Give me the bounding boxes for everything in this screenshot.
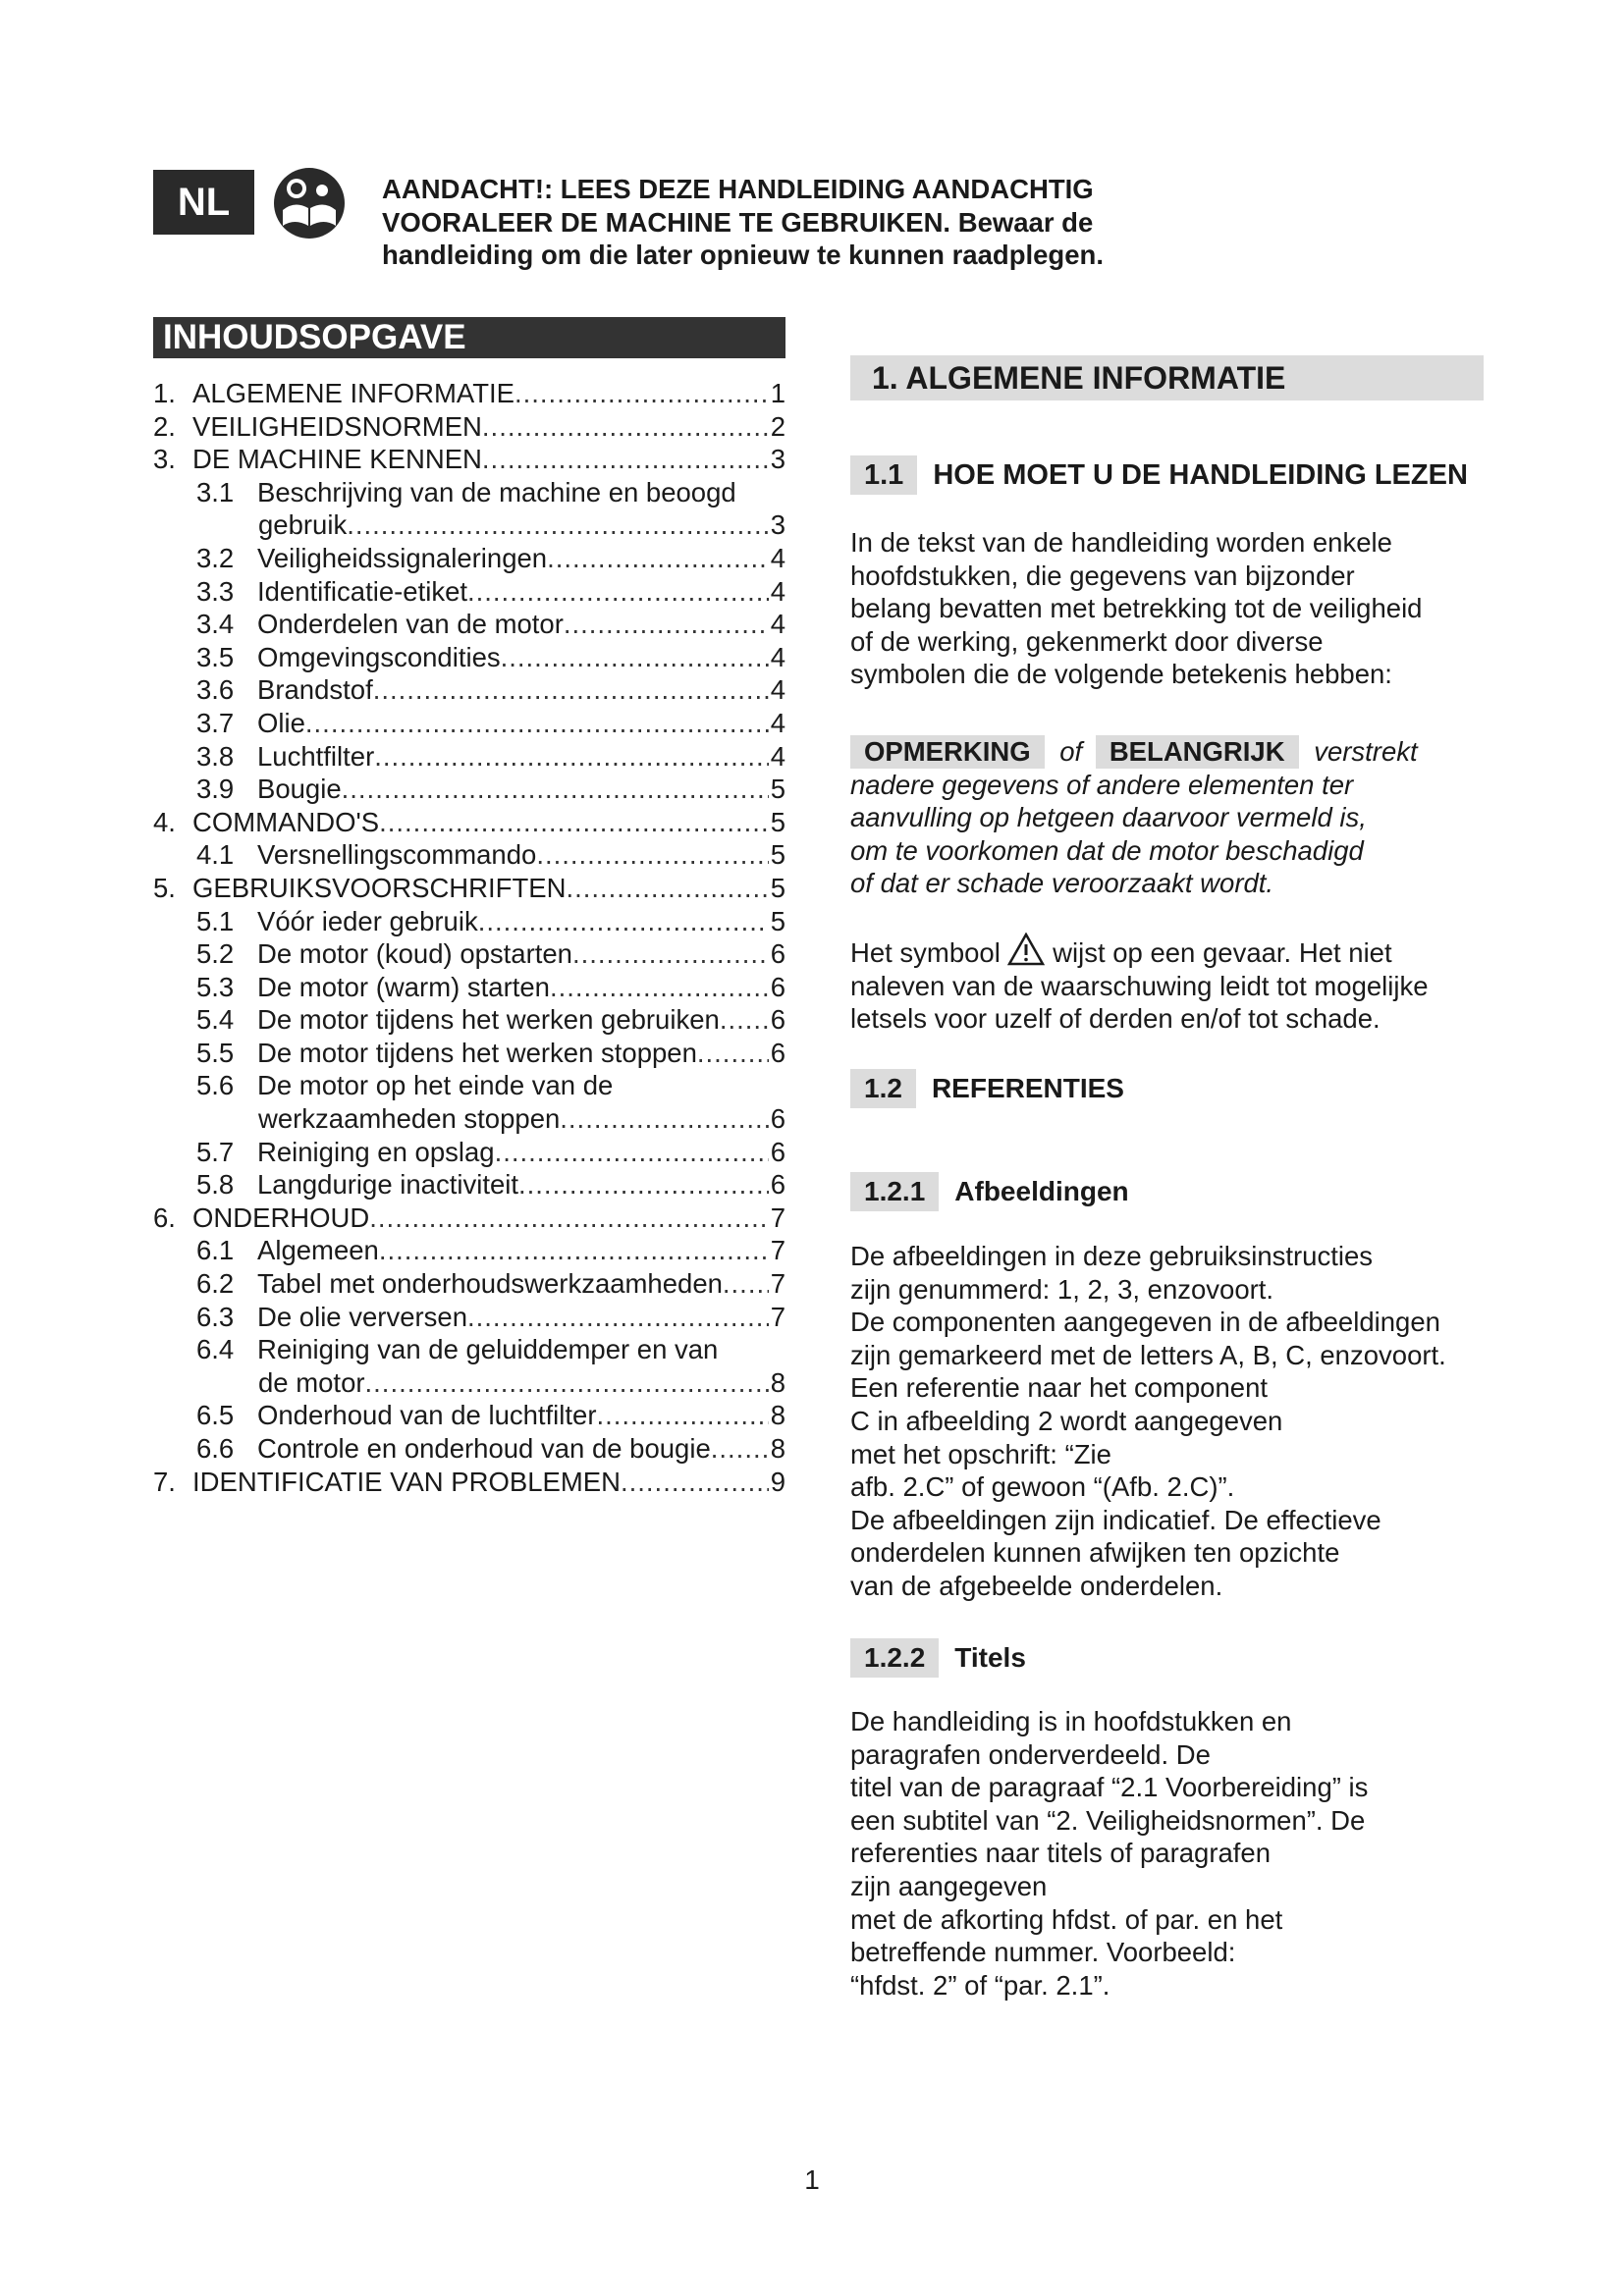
toc-entry-label: De motor op het einde van de [257,1070,614,1101]
subsection-heading [850,1638,1026,1678]
toc-leader-dots [373,673,769,707]
toc-entry-number: 4. [153,806,176,837]
toc-entry-page: 7 [770,1235,785,1266]
toc-leader-dots [621,1466,769,1499]
toc-leader-dots [711,1432,769,1466]
text-line [850,735,1498,769]
toc-entry-number: 3.8 [196,740,235,772]
toc-entry-page: 3 [770,444,785,475]
toc-entry-page: 6 [770,938,785,970]
toc-entry-label: de motor [258,1366,365,1398]
toc-entry[interactable] [153,377,785,410]
symbol-before: Het symbool [850,937,1001,968]
toc-entry[interactable] [153,1366,785,1400]
warning-line: VOORALEER DE MACHINE TE GEBRUIKEN. Bewaar de [382,206,1094,238]
text-line: naleven van de waarschuwing leidt tot mogelijke [850,970,1429,1001]
text-line: aanvulling op hetgeen daarvoor vermeld is, [850,802,1367,833]
warning-notice [382,173,1364,272]
toc-entry[interactable] [153,1399,785,1432]
toc-entry-label: De motor tijdens het werken gebruiken [257,1004,720,1036]
toc-entry-label: Identificatie-etiket [257,575,467,607]
toc-entry-number: 6.2 [196,1268,235,1300]
toc-entry[interactable] [153,1267,785,1301]
text-line: betreffende nummer. Voorbeeld: [850,1937,1236,1968]
toc-leader-dots [374,740,768,774]
toc-entry-number: 1. [153,378,176,408]
toc-entry-page: 4 [770,641,785,672]
text-line: symbolen die de volgende betekenis hebben: [850,659,1392,690]
text-line: Een referentie naar het component [850,1372,1269,1404]
text-line: In de tekst van de handleiding worden enkele [850,527,1392,558]
text-line: onderdelen kunnen afwijken ten opzichte [850,1537,1340,1569]
toc-entry-label: Onderdelen van de motor [257,609,564,640]
symbol-paragraph [850,933,1498,1036]
text-line: De handleiding is in hoofdstukken en [850,1706,1292,1736]
text-line: paragrafen onderverdeeld. De [850,1738,1211,1770]
toc-entry[interactable] [153,1069,785,1102]
text-line: of de werking, gekenmerkt door diverse [850,625,1324,657]
text-line: nadere gegevens of andere elementen ter [850,769,1354,800]
toc-leader-dots [564,608,769,641]
text-line: hoofdstukken, die gegevens van bijzonder [850,560,1355,591]
toc-entry-number: 7. [153,1466,176,1497]
note-tag: OPMERKING [850,735,1045,769]
toc-entry[interactable] [153,508,785,542]
toc-entry-page: 6 [770,1136,785,1167]
toc-leader-dots [347,508,769,542]
toc-entry[interactable] [153,1037,785,1070]
toc-entry-number: 3.7 [196,707,235,738]
text-line: letsels voor uzelf of derden en/of tot schade. [850,1003,1380,1035]
toc-leader-dots [514,377,769,410]
toc-entry-number: 5.6 [196,1070,235,1101]
toc-leader-dots [572,937,769,971]
toc-entry-label: COMMANDO'S [192,806,380,837]
toc-leader-dots [566,872,768,905]
toc-leader-dots [379,1234,769,1267]
toc-entry[interactable] [153,1168,785,1201]
toc-leader-dots [467,575,769,609]
toc-entry-label: Brandstof [257,674,373,706]
toc-entry-page: 6 [770,1169,785,1201]
toc-leader-dots [697,1037,769,1070]
toc-entry-page: 2 [770,410,785,442]
toc-entry-label: Langdurige inactiviteit [257,1169,519,1201]
toc-entry[interactable] [153,575,785,609]
toc-entry-label: GEBRUIKSVOORSCHRIFTEN [192,872,567,903]
text-line: De componenten aangegeven in de afbeeldingen [850,1307,1440,1338]
toc-leader-dots [467,1301,769,1334]
toc-entry-number: 5.2 [196,938,235,970]
subsection-heading [850,455,1468,495]
text-line: zijn genummerd: 1, 2, 3, enzovoort. [850,1273,1274,1305]
toc-entry-page: 6 [770,1037,785,1068]
toc-entry-page: 7 [770,1301,785,1332]
toc-entry-page: 1 [770,378,785,408]
toc-entry-label: VEILIGHEIDSNORMEN [192,410,482,442]
toc-entry-page: 4 [770,740,785,772]
toc-entry-number: 5.1 [196,905,235,936]
subsection-heading [850,1172,1129,1211]
toc-entry[interactable] [153,1432,785,1466]
toc-entry[interactable] [153,443,785,476]
toc-entry-label: Tabel met onderhoudswerkzaamheden [257,1268,723,1300]
toc-entry-page: 8 [770,1400,785,1431]
symbol-after: wijst op een gevaar. Het niet [1053,937,1392,968]
toc-entry[interactable] [153,872,785,905]
toc-entry-page: 6 [770,1103,785,1135]
toc-entry-label: Versnellingscommando [257,839,537,871]
subsection-number: 1.2.1 [850,1172,939,1211]
subsection-number: 1.2 [850,1069,916,1108]
text-line: met het opschrift: “Zie [850,1438,1111,1469]
toc-entry-page: 4 [770,674,785,706]
toc-entry-label: ALGEMENE INFORMATIE [192,378,514,408]
toc-entry-page: 7 [770,1268,785,1300]
toc-entry-page: 4 [770,575,785,607]
text-line: C in afbeelding 2 wordt aangegeven [850,1405,1283,1436]
subsection-number: 1.1 [850,455,917,495]
toc-leader-dots [536,838,768,872]
toc-entry[interactable] [153,673,785,707]
toc-leader-dots [482,410,769,444]
toc-leader-dots [720,1003,769,1037]
toc-entry-number: 6.1 [196,1235,235,1266]
toc-entry-number: 3.6 [196,674,235,706]
toc-entry-label: De motor (koud) opstarten [257,938,572,970]
note-paragraph [850,735,1498,900]
text-line: zijn gemarkeerd met de letters A, B, C, enzovoort. [850,1339,1446,1370]
subsection-number: 1.2.2 [850,1638,939,1678]
toc-entry-label: Veiligheidssignaleringen [257,542,548,573]
toc-entry-number: 3.5 [196,641,235,672]
toc-entry[interactable] [153,1102,785,1136]
text-line: De afbeeldingen zijn indicatief. De effectieve [850,1504,1381,1535]
toc-entry[interactable] [153,971,785,1004]
toc-entry-page: 8 [770,1433,785,1464]
toc-entry-label: Controle en onderhoud van de bougie [257,1433,711,1464]
toc-entry-number: 6.3 [196,1301,235,1332]
text-line: belang bevatten met betrekking tot de veiligheid [850,593,1423,624]
page-number: 1 [804,2164,820,2195]
toc-entry[interactable] [153,542,785,575]
toc-leader-dots [547,542,769,575]
text-line: zijn aangegeven [850,1870,1048,1901]
toc-entry[interactable] [153,773,785,806]
toc-entry-page: 5 [770,905,785,936]
toc-entry[interactable] [153,410,785,444]
table-of-contents [153,377,785,1498]
toc-entry-label: gebruik [258,509,348,541]
toc-entry-number: 6. [153,1201,176,1233]
toc-leader-dots [723,1267,769,1301]
toc-entry-label: De motor tijdens het werken stoppen [257,1037,697,1068]
toc-leader-dots [518,1168,769,1201]
toc-entry-number: 3.9 [196,774,235,805]
toc-leader-dots [560,1102,768,1136]
toc-entry-label: Algemeen [257,1235,379,1266]
toc-entry-number: 6.6 [196,1433,235,1464]
toc-entry-label: De motor (warm) starten [257,971,550,1002]
toc-entry-number: 5.4 [196,1004,235,1036]
toc-entry-page: 5 [770,839,785,871]
toc-entry[interactable] [153,476,785,509]
toc-entry-number: 4.1 [196,839,235,871]
toc-entry-label: Reiniging van de geluiddemper en van [257,1334,719,1365]
section-title: 1. ALGEMENE INFORMATIE [850,355,1484,400]
text-line: “hfdst. 2” of “par. 2.1”. [850,1969,1110,2001]
toc-entry-page: 5 [770,774,785,805]
toc-entry-number: 5.3 [196,971,235,1002]
toc-entry-label: IDENTIFICATIE VAN PROBLEMEN [192,1466,621,1497]
toc-leader-dots [305,707,769,740]
text-line: titel van de paragraaf “2.1 Voorbereiding” is [850,1772,1369,1803]
toc-entry-number: 6.4 [196,1334,235,1365]
toc-leader-dots [342,773,769,806]
toc-entry-page: 5 [770,806,785,837]
subsection-title: REFERENTIES [931,1073,1124,1103]
text-line: afb. 2.C” of gewoon “(Afb. 2.C)”. [850,1471,1235,1503]
toc-entry-page: 7 [770,1201,785,1233]
toc-entry-number: 3. [153,444,176,475]
toc-entry[interactable] [153,1301,785,1334]
figures-paragraph [850,1240,1498,1603]
toc-entry-label: Omgevingscondities [257,641,501,672]
toc-title: INHOUDSOPGAVE [153,317,785,358]
toc-entry[interactable] [153,838,785,872]
toc-entry-page: 9 [770,1466,785,1497]
toc-leader-dots [478,905,769,938]
toc-entry-label: werkzaamheden stoppen [258,1103,561,1135]
toc-entry-page: 4 [770,707,785,738]
text-line: of dat er schade veroorzaakt wordt. [850,868,1274,899]
toc-entry-page: 4 [770,542,785,573]
toc-entry[interactable] [153,905,785,938]
toc-entry[interactable] [153,937,785,971]
toc-entry-number: 5.7 [196,1136,235,1167]
toc-leader-dots [550,971,769,1004]
toc-leader-dots [379,806,769,839]
important-tag: BELANGRIJK [1096,735,1299,769]
toc-entry-page: 4 [770,609,785,640]
toc-entry[interactable] [153,608,785,641]
toc-entry-number: 5.8 [196,1169,235,1201]
toc-entry[interactable] [153,806,785,839]
toc-entry[interactable] [153,1466,785,1499]
text-line: met de afkorting hfdst. of par. en het [850,1903,1283,1935]
text-line: De afbeeldingen in deze gebruiksinstructies [850,1241,1373,1271]
warning-line: handleiding om die later opnieuw te kunnen raadplegen. [382,240,1104,270]
toc-entry-number: 6.5 [196,1400,235,1431]
toc-entry[interactable] [153,641,785,674]
toc-entry-number: 3.4 [196,609,235,640]
toc-entry-label: Beschrijving van de machine en beoogd [257,476,736,507]
subsection-title: Titels [954,1642,1026,1673]
toc-entry-page: 5 [770,872,785,903]
warning-triangle-icon [1007,933,1045,966]
toc-entry-label: Luchtfilter [257,740,375,772]
text-line: van de afgebeelde onderdelen. [850,1570,1223,1601]
toc-entry[interactable] [153,707,785,740]
toc-entry-page: 6 [770,971,785,1002]
subsection-title: Afbeeldingen [954,1176,1129,1206]
warning-line: AANDACHT!: LEES DEZE HANDLEIDING AANDACHTIG [382,174,1094,204]
toc-entry-number: 3.1 [196,476,235,507]
toc-entry[interactable] [153,740,785,774]
read-manual-icon [273,167,346,240]
toc-leader-dots [597,1399,769,1432]
toc-entry-label: Reiniging en opslag [257,1136,495,1167]
toc-entry[interactable] [153,1003,785,1037]
toc-entry[interactable] [153,1201,785,1235]
toc-entry-number: 3.2 [196,542,235,573]
toc-entry-label: Bougie [257,774,342,805]
text-line: referenties naar titels of paragrafen [850,1838,1272,1869]
subsection-title: HOE MOET U DE HANDLEIDING LEZEN [933,458,1468,491]
toc-entry-label: Onderhoud van de luchtfilter [257,1400,597,1431]
toc-entry[interactable] [153,1333,785,1366]
toc-leader-dots [365,1366,769,1400]
toc-entry-page: 8 [770,1366,785,1398]
text-line [850,933,1498,970]
language-badge: NL [153,170,254,235]
toc-entry-label: Vóór ieder gebruik [257,905,478,936]
toc-entry-number: 5.5 [196,1037,235,1068]
toc-entry-number: 2. [153,410,176,442]
toc-entry-page: 6 [770,1004,785,1036]
toc-leader-dots [495,1136,769,1169]
subsection-heading [850,1069,1124,1108]
text-line: een subtitel van “2. Veiligheidsnormen”. De [850,1804,1366,1836]
toc-leader-dots [501,641,769,674]
toc-entry-number: 5. [153,872,176,903]
toc-entry-page: 3 [770,509,785,541]
note-after: verstrekt [1314,736,1418,767]
text-line: om te voorkomen dat de motor beschadigd [850,834,1364,866]
toc-entry-number: 3.3 [196,575,235,607]
of-word: of [1059,736,1083,767]
toc-entry-label: DE MACHINE KENNEN [192,444,482,475]
toc-entry-label: ONDERHOUD [192,1201,370,1233]
toc-entry-label: De olie verversen [257,1301,467,1332]
toc-leader-dots [482,443,769,476]
titles-paragraph [850,1705,1498,2002]
toc-entry[interactable] [153,1136,785,1169]
toc-leader-dots [369,1201,768,1235]
toc-entry-label: Olie [257,707,305,738]
intro-paragraph [850,526,1498,691]
toc-entry[interactable] [153,1234,785,1267]
